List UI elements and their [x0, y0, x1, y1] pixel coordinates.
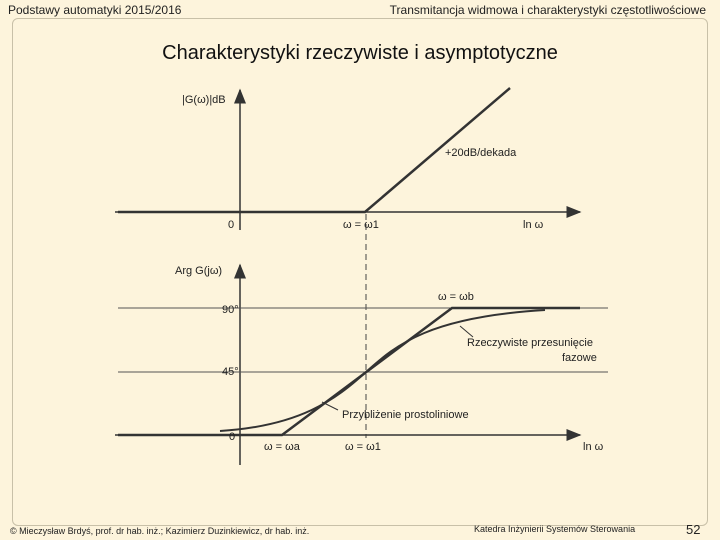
approx-label-leader [322, 402, 338, 410]
omega-b-label: ω = ωb [438, 291, 474, 303]
mag-xlabel: ln ω [523, 219, 544, 231]
footer-author: © Mieczysław Brdyś, prof. dr hab. inż.; Kazimierz Duzinkiewicz, dr hab. inż. [10, 526, 310, 536]
mag-slope-label: +20dB/dekada [445, 147, 517, 159]
real-label-leader [460, 326, 473, 337]
page-number: 52 [686, 522, 701, 537]
real-shift-label-line1: Rzeczywiste przesunięcie [467, 337, 593, 349]
phase-ylabel: Arg G(jω) [175, 265, 223, 277]
omega-1-label: ω = ω1 [345, 441, 381, 453]
mag-ylabel: |G(ω)|dB [182, 94, 226, 106]
slide-title: Charakterystyki rzeczywiste i asymptotyczne [162, 42, 558, 64]
tick-45-label: 45° [222, 366, 239, 378]
tick-0-label: 0 [229, 431, 236, 443]
course-title: Podstawy automatyki 2015/2016 [8, 3, 182, 17]
mag-corner-label: ω = ω1 [343, 219, 379, 231]
tick-90-label: 90° [222, 304, 239, 316]
omega-a-label: ω = ωa [264, 441, 300, 453]
phase-xlabel: ln ω [583, 441, 604, 453]
mag-zero-label: 0 [228, 219, 235, 231]
footer-department: Katedra Inżynierii Systemów Sterowania [474, 524, 636, 534]
real-shift-label-line2: fazowe [562, 352, 597, 364]
approximation-label: Przybliżenie prostoliniowe [342, 409, 469, 421]
topic-title: Transmitancja widmowa i charakterystyki częstotliwościowe [389, 3, 706, 17]
